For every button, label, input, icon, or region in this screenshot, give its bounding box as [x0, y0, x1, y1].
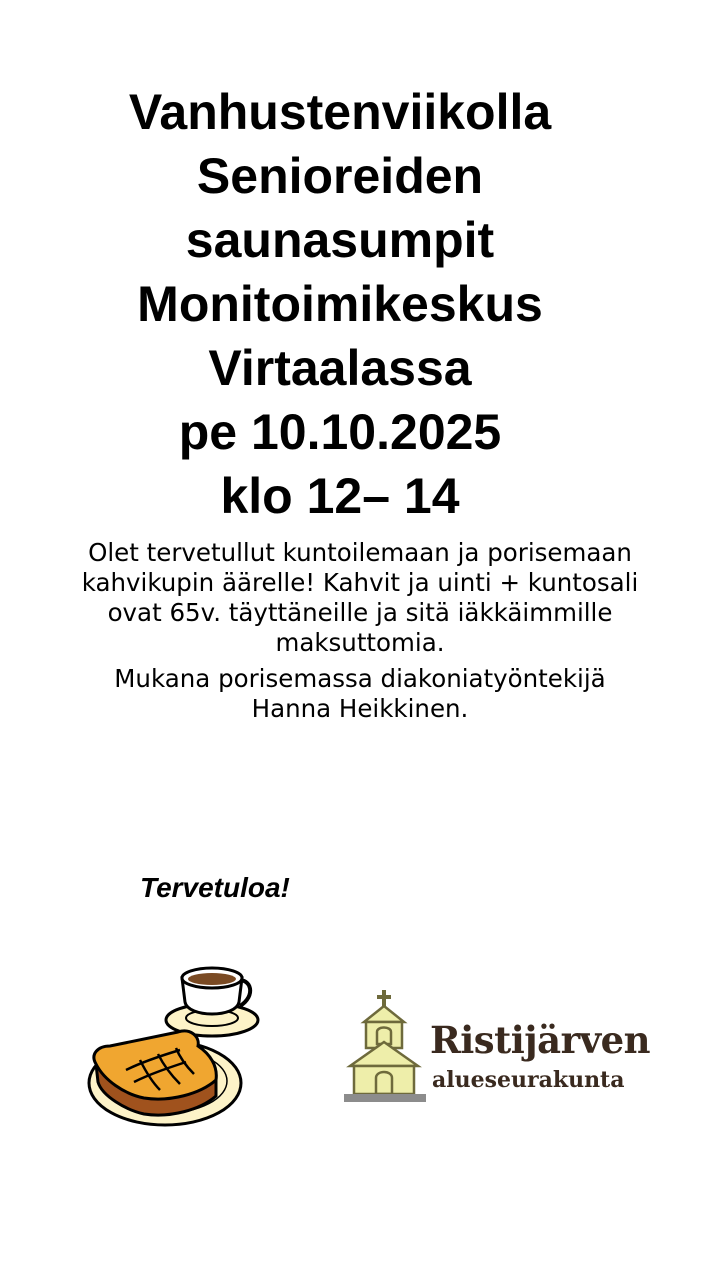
- headline-line-2: Senioreiden: [196, 148, 484, 204]
- parish-logo: [344, 988, 654, 1108]
- parish-subtitle: alueseurakunta: [432, 1067, 625, 1093]
- headline-line-3: saunasumpit: [185, 212, 495, 268]
- headline-line-4: Monitoimikeskus: [137, 276, 543, 332]
- event-description: [80, 538, 640, 724]
- headline-date: pe 10.10.2025: [178, 404, 502, 460]
- headline-line-1: Vanhustenviikolla: [128, 84, 552, 140]
- description-paragraph-1: Olet tervetullut kuntoilemaan ja porisemaan kahvikupin äärelle! Kahvit ja uinti + kuntosali ovat 65v. täyttäneille ja sitä iäkkäimmille maksuttomia.: [81, 538, 639, 657]
- parish-name: Ristijärven: [430, 1018, 651, 1062]
- description-paragraph-2: Mukana porisemassa diakoniatyöntekijä Hanna Heikkinen.: [114, 664, 606, 723]
- church-icon: [344, 988, 426, 1106]
- coffee-and-toast-icon: [82, 958, 264, 1140]
- welcome-text: Tervetuloa!: [140, 872, 290, 903]
- event-headline: [0, 80, 680, 528]
- headline-line-5: Virtaalassa: [208, 340, 472, 396]
- headline-time: klo 12– 14: [220, 468, 460, 524]
